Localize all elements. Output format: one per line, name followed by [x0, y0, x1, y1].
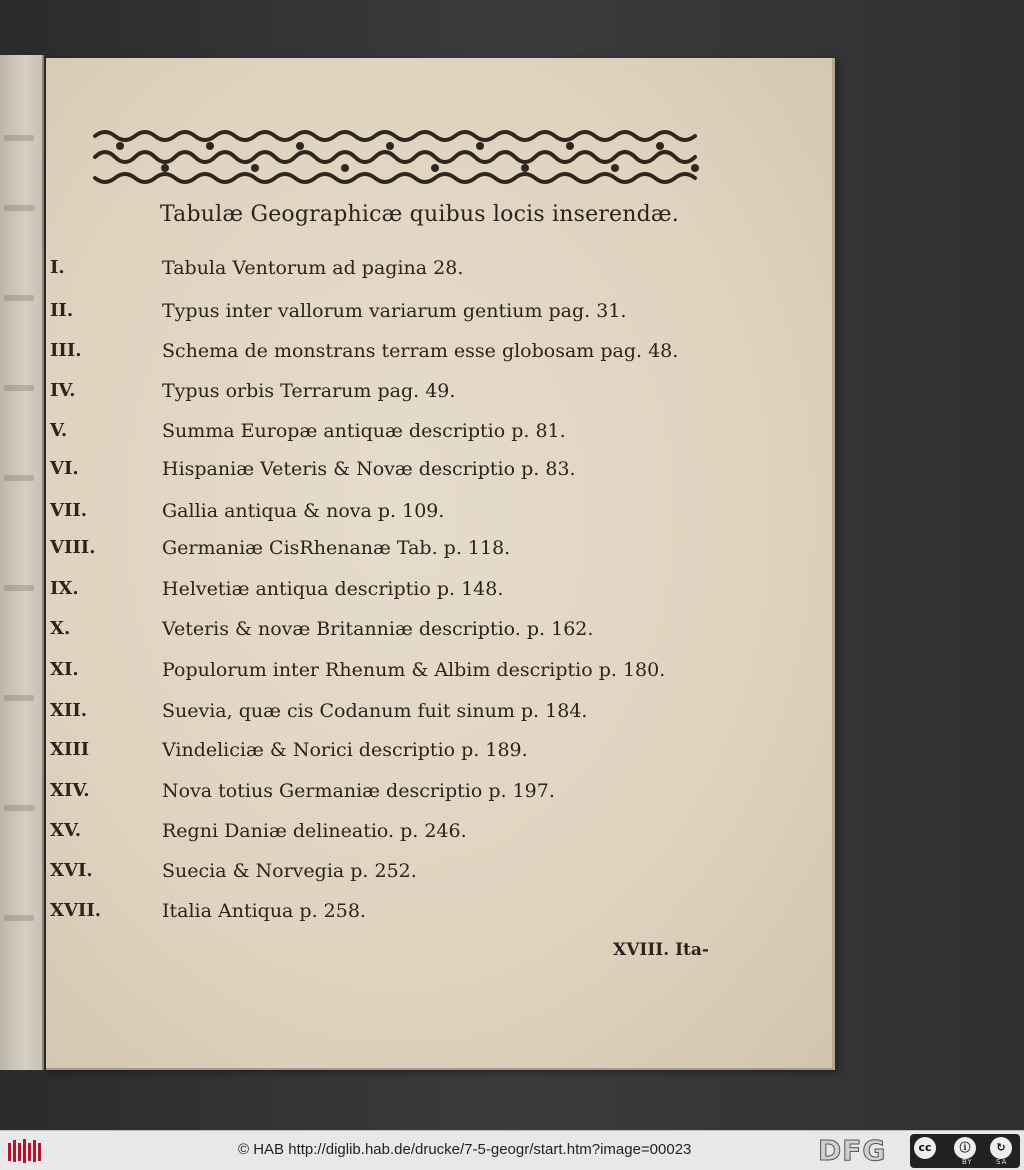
viewer-footer	[0, 1130, 1024, 1170]
entry-number: III.	[50, 340, 82, 361]
entry-text: Schema de monstrans terram esse globosam pag. 48.	[162, 340, 679, 362]
entry-text: Veteris & novæ Britanniæ descriptio. p. 162.	[162, 618, 594, 640]
cc-icon: cc	[914, 1137, 936, 1159]
entry-number: II.	[50, 300, 74, 321]
entry-text: Typus orbis Terrarum pag. 49.	[162, 380, 456, 402]
entry-number: IV.	[50, 380, 76, 401]
entry-number: VII.	[50, 500, 88, 521]
entry-text: Suecia & Norvegia p. 252.	[162, 860, 417, 882]
list-item	[0, 537, 786, 567]
entry-number: XVI.	[50, 860, 93, 881]
list-item	[0, 458, 786, 488]
entry-text: Typus inter vallorum variarum gentium pag. 31.	[162, 300, 627, 322]
entry-text: Nova totius Germaniæ descriptio p. 197.	[162, 780, 555, 802]
entry-text: Summa Europæ antiquæ descriptio p. 81.	[162, 420, 566, 442]
dfg-logo: DFG	[818, 1134, 887, 1167]
list-item	[0, 578, 786, 608]
catchword: XVIII. Ita-	[613, 940, 709, 960]
list-item	[0, 500, 786, 530]
cc-license-badge[interactable]	[910, 1134, 1020, 1168]
list-item	[0, 780, 786, 810]
entry-number: IX.	[50, 578, 79, 599]
entry-number: X.	[50, 618, 71, 639]
list-item	[0, 820, 786, 850]
license-sa-label: SA	[996, 1158, 1008, 1166]
entry-number: VIII.	[50, 537, 96, 558]
list-item	[0, 900, 786, 930]
entry-text: Vindeliciæ & Norici descriptio p. 189.	[162, 739, 528, 761]
list-item	[0, 257, 786, 287]
list-item	[0, 700, 786, 730]
library-logo-icon	[6, 1137, 46, 1165]
list-item	[0, 860, 786, 890]
entry-text: Tabula Ventorum ad pagina 28.	[162, 257, 464, 279]
entry-text: Populorum inter Rhenum & Albim descriptio p. 180.	[162, 659, 666, 681]
entry-text: Gallia antiqua & nova p. 109.	[162, 500, 445, 522]
attribution-icon: ⓘ	[954, 1137, 976, 1159]
entry-number: V.	[50, 420, 68, 441]
entry-text: Germaniæ CisRhenanæ Tab. p. 118.	[162, 537, 511, 559]
entry-text: Hispaniæ Veteris & Novæ descriptio p. 83.	[162, 458, 576, 480]
list-item	[0, 659, 786, 689]
list-item	[0, 420, 786, 450]
entry-number: XV.	[50, 820, 82, 841]
entry-number: XVII.	[50, 900, 102, 921]
entry-number: I.	[50, 257, 65, 278]
list-item	[0, 618, 786, 648]
entry-number: XI.	[50, 659, 79, 680]
list-item	[0, 739, 786, 769]
list-item	[0, 380, 786, 410]
entry-number: XIV.	[50, 780, 90, 801]
source-link[interactable]: © HAB http://diglib.hab.de/drucke/7-5-geogr/start.htm?image=00023	[238, 1141, 692, 1158]
entry-number: VI.	[50, 458, 79, 479]
entry-number: XIII	[50, 739, 90, 760]
entry-text: Regni Daniæ delineatio. p. 246.	[162, 820, 467, 842]
entry-text: Italia Antiqua p. 258.	[162, 900, 366, 922]
entry-text: Helvetiæ antiqua descriptio p. 148.	[162, 578, 504, 600]
entry-text: Suevia, quæ cis Codanum fuit sinum p. 184.	[162, 700, 588, 722]
license-by-label: BY	[962, 1158, 973, 1166]
list-item	[0, 300, 786, 330]
entry-number: XII.	[50, 700, 88, 721]
share-alike-icon: ↻	[990, 1137, 1012, 1159]
list-item	[0, 340, 786, 370]
page-title: Tabulæ Geographicæ quibus locis inserendæ.	[160, 202, 679, 227]
